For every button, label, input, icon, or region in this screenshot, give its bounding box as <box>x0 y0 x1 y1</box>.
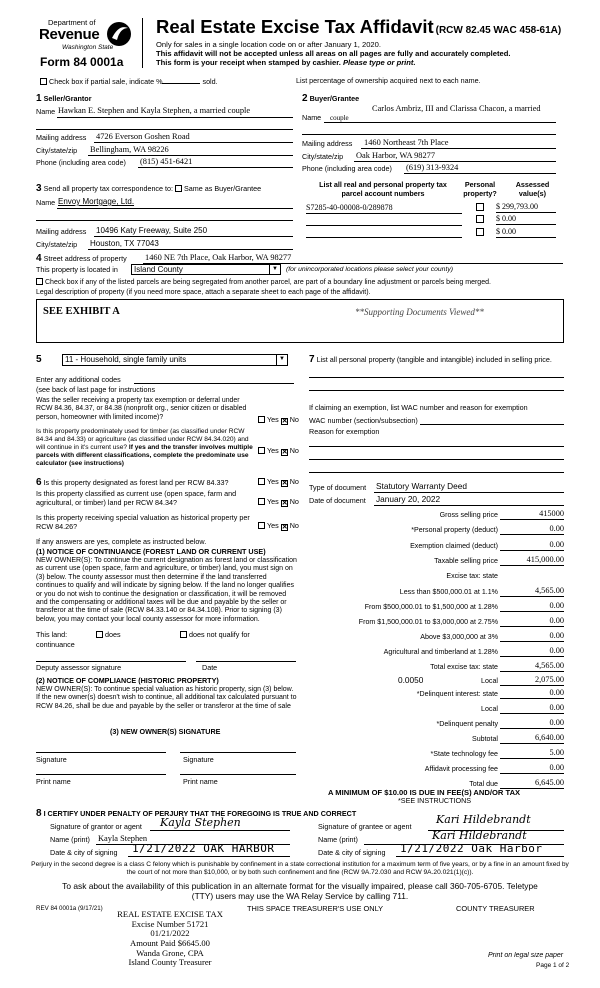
revision-number: REV 84 0001a (9/17/21) <box>36 905 103 912</box>
owner-print-label-1: Print name <box>36 777 71 786</box>
parcel-header: List all real and personal property tax parcel account numbers <box>319 180 447 198</box>
tier3-value[interactable]: 0.00 <box>549 616 564 625</box>
buyer-address[interactable]: 1460 Northeast 7th Place <box>364 138 449 147</box>
timber-question: Is this property predominately used for timber (as classified under RCW 84.34 and 84.33) or agriculture (as classified under RCW 84.34.020) and will continue in it's current use? If yes and the transfer involves multiple parcels with different classifications, complete the predominate use calculator (see instructions) <box>36 428 253 467</box>
tech-fee[interactable]: 5.00 <box>549 748 564 757</box>
personal-deduct[interactable]: 0.00 <box>549 524 564 533</box>
assessed-value-2[interactable]: $ 0.00 <box>496 214 516 223</box>
seller-address[interactable]: 4726 Everson Goshen Road <box>96 132 190 141</box>
exemption-no[interactable] <box>281 418 288 425</box>
assessed-header: Assessed value(s) <box>515 180 550 198</box>
subtotal-label: Subtotal <box>471 735 498 743</box>
exemption-yes[interactable] <box>258 416 265 423</box>
dor-logo <box>40 16 130 76</box>
delinq-penalty-label: *Delinquent penalty <box>436 720 498 728</box>
segregate-checkbox[interactable] <box>36 278 43 285</box>
doc-date[interactable]: January 20, 2022 <box>376 494 441 504</box>
exemption-deduct-label: Exemption claimed (deduct) <box>410 542 498 550</box>
property-street-address[interactable]: 1460 NE 7th Place, Oak Harbor, WA 98277 <box>145 253 292 262</box>
grantee-print-name[interactable]: Kari Hildebrandt <box>432 829 527 842</box>
personal-header: Personal property? <box>463 180 497 198</box>
delinq-penalty[interactable]: 0.00 <box>549 718 564 727</box>
treasurer-use-label: THIS SPACE TREASURER'S USE ONLY <box>247 904 384 913</box>
taxable-price[interactable]: 415,000.00 <box>526 555 564 564</box>
total-state[interactable]: 4,565.00 <box>534 661 564 670</box>
processing-fee[interactable]: 0.00 <box>549 763 564 772</box>
doc-type[interactable]: Statutory Warranty Deed <box>376 481 467 491</box>
seller-name-label: Name <box>36 107 56 116</box>
owner-print-label-2: Print name <box>183 777 218 786</box>
exemption-claim-label: If claiming an exemption, list WAC number and reason for exemption <box>309 403 528 412</box>
buyer-phone[interactable]: (619) 313-9324 <box>406 163 459 172</box>
land-does-not: does not qualify for <box>180 631 250 640</box>
tax-corr-name[interactable]: Envoy Mortgage, Ltd. <box>58 197 135 206</box>
forest-yes[interactable] <box>258 478 265 485</box>
deputy-sig-label: Deputy assessor signature <box>36 663 122 672</box>
taxable-price-label: Taxable selling price <box>434 557 498 565</box>
forest-no[interactable] <box>281 480 288 487</box>
current-use-no[interactable] <box>281 500 288 507</box>
delinq-interest-state[interactable]: 0.00 <box>549 688 564 697</box>
local-value[interactable]: 2,075.00 <box>534 675 564 684</box>
personal-deduct-label: *Personal property (deduct) <box>411 526 498 534</box>
notice3-title: (3) NEW OWNER(S) SIGNATURE <box>110 727 221 736</box>
notice1-title: (1) NOTICE OF CONTINUANCE (FOREST LAND OR CURRENT USE) <box>36 547 266 556</box>
legal-paper-note: Print on legal size paper <box>488 952 564 959</box>
exemption-deduct[interactable]: 0.00 <box>549 540 564 549</box>
forest-yesno: Yes ✕ No <box>258 478 299 487</box>
street-address-row: 4 Street address of property <box>36 253 127 264</box>
tax-corr-city-label: City/state/zip <box>36 240 78 249</box>
assessed-value-3[interactable]: $ 0.00 <box>496 227 516 236</box>
tier1-label: Less than $500,000.01 at 1.1% <box>399 588 498 596</box>
county-treasurer-label: COUNTY TREASURER <box>456 904 535 913</box>
personal-checkbox-2[interactable] <box>476 215 484 223</box>
personal-checkbox-1[interactable] <box>476 203 484 211</box>
gross-price[interactable]: 415000 <box>539 509 564 518</box>
tier4-value[interactable]: 0.00 <box>549 631 564 640</box>
tax-corr-name-label: Name <box>36 198 56 207</box>
certify-heading: 8 I CERTIFY UNDER PENALTY OF PERJURY THAT THE FOREGOING IS TRUE AND CORRECT <box>36 808 357 819</box>
legal-description-box[interactable] <box>36 299 564 343</box>
buyer-addr-label: Mailing address <box>302 139 353 148</box>
county-select[interactable]: Island County ▼ <box>131 264 281 275</box>
wac-label: WAC number (section/subsection) <box>309 416 418 425</box>
deputy-date-label: Date <box>202 663 218 672</box>
buyer-name-label: Name <box>302 113 322 122</box>
total-state-label: Total excise tax: state <box>430 663 498 671</box>
doc-type-label: Type of document <box>309 483 367 492</box>
tier4-label: Above $3,000,000 at 3% <box>420 633 498 641</box>
tax-corr-addr-label: Mailing address <box>36 227 87 236</box>
alt-format-line1: To ask about the availability of this publication in an alternate format for the visually impaired, please call 360-705-6705. Teletype <box>62 881 538 891</box>
tax-corr-heading: 3 Send all property tax correspondence to: Same as Buyer/Grantee <box>36 183 262 194</box>
assessed-value-1[interactable]: $ 299,793.00 <box>496 202 538 211</box>
seller-name[interactable]: Hawkan E. Stephen and Kayla Stephen, a married couple <box>58 106 251 115</box>
section7-label: 7 List all personal property (tangible and intangible) included in selling price. <box>309 354 552 365</box>
buyer-city-label: City/state/zip <box>302 152 344 161</box>
exemption-yesno: Yes ✕ No <box>258 416 299 425</box>
subtitle-3: This form is your receipt when stamped by cashier. Please type or print. <box>156 58 416 67</box>
agri-value[interactable]: 0.00 <box>549 646 564 655</box>
treasurer-receipt: REAL ESTATE EXCISE TAX Excise Number 51721 01/21/2022 Amount Paid $6645.00 Wanda Grone, CPA Island County Treasurer <box>117 909 223 968</box>
subtitle-2: This affidavit will not be accepted unless all areas on all pages are fully and accurately completed. <box>156 49 511 58</box>
alt-format-line2: (TTY) users may use the WA Relay Service by calling 711. <box>191 891 409 901</box>
tax-corr-address[interactable]: 10496 Katy Freeway, Suite 250 <box>96 226 208 235</box>
grantor-date-city[interactable]: 1/21/2022 OAK HARBOR <box>132 842 275 855</box>
same-as-buyer-checkbox[interactable] <box>175 185 182 192</box>
legal-desc-label: Legal description of property (if you need more space, attach a separate sheet to each page of the affidavit). <box>36 289 371 296</box>
grantee-date-city[interactable]: 1/21/2022 Oak Harbor <box>400 842 543 855</box>
grantee-signature[interactable]: Kari Hildebrandt <box>436 813 531 826</box>
timber-no[interactable] <box>281 449 288 456</box>
tier3-label: From $1,500,000.01 to $3,000,000 at 2.75% <box>358 618 498 626</box>
tier1-value[interactable]: 4,565.00 <box>534 586 564 595</box>
section5-num: 5 <box>36 354 42 365</box>
land-does-not-checkbox[interactable] <box>180 631 187 638</box>
legal-description: SEE EXHIBIT A <box>43 306 120 317</box>
seller-city[interactable]: Bellingham, WA 98226 <box>90 145 169 154</box>
dept-line3: Washington State <box>62 44 114 51</box>
grantor-name-label: Name (print) <box>50 835 90 844</box>
dept-line1: Department of <box>48 18 96 27</box>
historic-no[interactable] <box>281 524 288 531</box>
seller-city-label: City/state/zip <box>36 146 78 155</box>
buyer-heading: 2 Buyer/Grantee <box>302 93 360 104</box>
grantee-date-label: Date & city of signing <box>318 848 386 857</box>
ownership-note: List percentage of ownership acquired next to each name. <box>296 76 481 85</box>
subtotal[interactable]: 6,640.00 <box>534 733 564 742</box>
located-in-label: This property is located in <box>36 265 118 274</box>
delinq-interest-state-label: *Delinquent interest: state <box>416 690 498 698</box>
form-title: Real Estate Excise Tax Affidavit <box>156 16 434 37</box>
notice2-title: (2) NOTICE OF COMPLIANCE (HISTORIC PROPERTY) <box>36 676 219 685</box>
land-use-select[interactable]: 11 - Household, single family units ▼ <box>62 354 288 366</box>
this-land-label: This land: <box>36 630 68 639</box>
if-any-yes: If any answers are yes, complete as instructed below. <box>36 537 207 546</box>
historic-question: Is this property receiving special valuation as historical property per RCW 84.26? <box>36 513 250 531</box>
exemption-question: Was the seller receiving a property tax exemption or deferral under RCW 84.36, 84.37, or 84.38 (nonprofit org., senior citizen or disabled person, homeowner with limited income)? <box>36 397 247 421</box>
historic-yesno: Yes ✕ No <box>258 522 299 531</box>
timber-yesno: Yes ✕ No <box>258 447 299 456</box>
form-number: Form 84 0001a <box>40 55 124 69</box>
personal-checkbox-3[interactable] <box>476 228 484 236</box>
page-number: Page 1 of 2 <box>536 962 570 969</box>
current-use-yes[interactable] <box>258 498 265 505</box>
grantor-date-label: Date & city of signing <box>50 848 118 857</box>
buyer-name-1[interactable]: Carlos Ambriz, III and Clarissa Chacon, a married <box>372 104 541 113</box>
processing-fee-label: Affidavit processing fee <box>424 765 498 773</box>
county-note: (for unincorporated locations please select your county) <box>286 266 453 273</box>
timber-yes[interactable] <box>258 447 265 454</box>
grantee-sig-label: Signature of grantee or agent <box>318 822 412 831</box>
agri-label: Agricultural and timberland at 1.28% <box>383 648 498 656</box>
addl-codes-label: Enter any additional codes <box>36 375 121 384</box>
tier2-value[interactable]: 0.00 <box>549 601 564 610</box>
supporting-docs-stamp: **Supporting Documents Viewed** <box>355 307 484 317</box>
local-label: Local <box>481 677 498 685</box>
gross-price-label: Gross selling price <box>439 511 498 519</box>
chevron-down-icon: ▼ <box>276 355 287 365</box>
tier2-label: From $500,000.01 to $1,500,000 at 1.28% <box>364 603 498 611</box>
see-instructions: *SEE INSTRUCTIONS <box>398 796 472 805</box>
continuance-label: continuance <box>36 640 75 649</box>
total-due[interactable]: 6,645.00 <box>534 778 564 787</box>
partial-sale-checkbox[interactable] <box>40 78 47 85</box>
local-rate[interactable]: 0.0050 <box>398 675 424 685</box>
grantor-signature[interactable]: Kayla Stephen <box>160 816 241 829</box>
total-due-label: Total due <box>469 780 498 788</box>
delinq-interest-local[interactable]: 0.00 <box>549 703 564 712</box>
form-rcw: (RCW 82.45 WAC 458-61A) <box>435 25 562 36</box>
current-use-yesno: Yes ✕ No <box>258 498 299 507</box>
grantor-sig-label: Signature of grantor or agent <box>50 822 142 831</box>
chevron-down-icon: ▼ <box>269 265 280 274</box>
tech-fee-label: *State technology fee <box>430 750 498 758</box>
seller-addr-label: Mailing address <box>36 133 87 142</box>
partial-sale-row: Check box if partial sale, indicate % sold. <box>40 78 218 87</box>
dept-line2: Revenue <box>39 26 100 43</box>
parcel-number-1[interactable]: S7285-40-00008-0/289878 <box>306 203 393 212</box>
historic-yes[interactable] <box>258 522 265 529</box>
buyer-phone-label: Phone (including area code) <box>302 164 392 173</box>
delinq-interest-local-label: Local <box>481 705 498 713</box>
notice1-body: NEW OWNER(S): To continue the current designation as forest land or classification as current use (open space, farm and agriculture, or timber) land, you must sign on (3) below. The county assessor must then determine if the land transferred continues to qualify and will indicate by signing below. If the land no longer qualifies or you do not wish to continue the designation or classification, it will be removed and the compensating or additional taxes will be due and payable by the seller or transferor at the time of sale (RCW 84.33.140 or 84.34.108). Prior to signing (3) below, you may contact your local county assessor for more information. <box>36 557 297 623</box>
addl-codes-note: (see back of last page for instructions <box>36 385 156 394</box>
owner-sig-label-2: Signature <box>183 755 214 764</box>
perjury-notice: Perjury in the second degree is a class C felony which is punishable by confinement in a state correctional institution for a maximum term of five years, or by a fine in an amount fixed by the court of not more than $10,000, or by both such confinement and fine (RCW 9A.72.030 and RCW 9A.20.021(1)(c)). <box>31 861 569 876</box>
forest-question: 6 Is this property designated as forest land per RCW 84.33? <box>36 477 229 488</box>
land-does: does <box>96 631 121 640</box>
title-block <box>156 16 561 38</box>
excise-state-label: Excise tax: state <box>446 572 498 580</box>
buyer-name-2[interactable]: couple <box>330 114 349 122</box>
tax-corr-city[interactable]: Houston, TX 77043 <box>90 239 159 248</box>
segregate-row: Check box if any of the listed parcels are being segregated from another parcel, are part of a boundary line adjustment or parcels being merged. <box>36 278 491 287</box>
buyer-city[interactable]: Oak Harbor, WA 98277 <box>356 151 436 160</box>
seller-phone-label: Phone (including area code) <box>36 158 126 167</box>
subtitle-1: Only for sales in a single location code on or after January 1, 2020. <box>156 40 381 49</box>
doc-date-label: Date of document <box>309 496 366 505</box>
grantee-name-label: Name (print) <box>318 835 358 844</box>
notice2-body: NEW OWNER(S): To continue special valuation as historic property, sign (3) below. If the new owner(s) doesn't wish to continue, all additional tax calculated pursuant to RCW 84.26, shall be due and payable by the seller or transferor at the time of sale <box>36 686 297 710</box>
land-does-checkbox[interactable] <box>96 631 103 638</box>
grantor-print-name[interactable]: Kayla Stephen <box>98 834 148 843</box>
minimum-due-note: A MINIMUM OF $10.00 IS DUE IN FEE(S) AND/OR TAX <box>328 788 521 797</box>
current-use-question: Is this property classified as current use (open space, farm and agricultural, or timber) land per RCW 84.34? <box>36 489 237 507</box>
owner-sig-label-1: Signature <box>36 755 67 764</box>
seller-heading: 1 Seller/Grantor <box>36 93 92 104</box>
seller-phone[interactable]: (815) 451-6421 <box>140 157 193 166</box>
reason-label: Reason for exemption <box>309 427 380 436</box>
